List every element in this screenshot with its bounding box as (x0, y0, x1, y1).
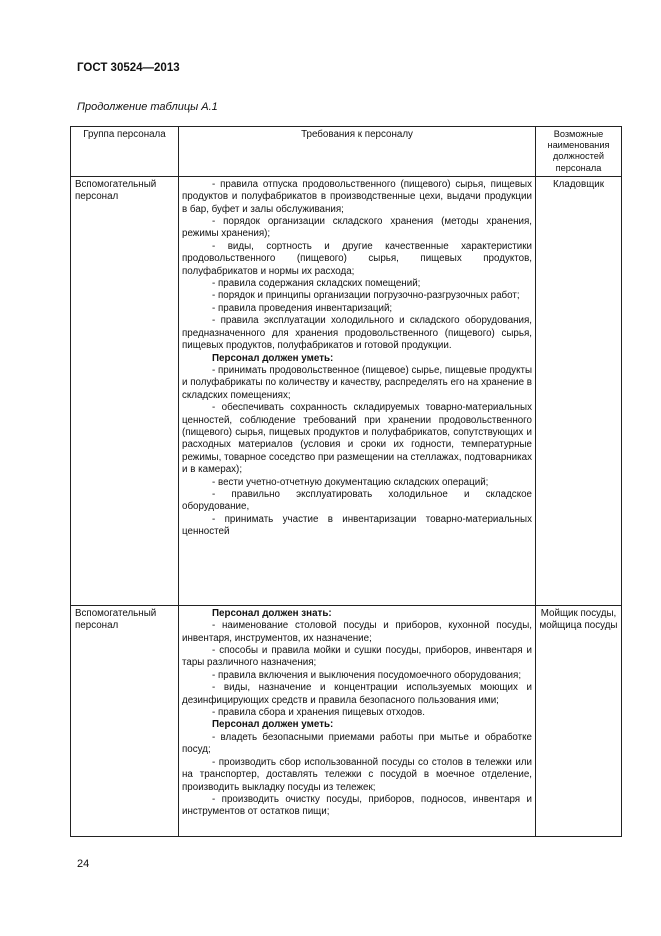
requirement-item: - правила отпуска продовольственного (пищевого) сырья, пищевых продуктов и полуфабрикатов в производственные цехи, выдачи продукции в бар, буфет и залы обслуживания; (182, 178, 532, 215)
requirement-subheading: Персонал должен уметь: (212, 719, 334, 731)
requirement-item: - владеть безопасными приемами работы при мытье и обработке посуд; (182, 731, 532, 756)
row-position: Кладовщик (536, 176, 622, 605)
requirement-item: - виды, сортность и другие качественные характеристики продовольственного (пищевого) сырья, пищевых продуктов, полуфабрикатов и нормы их расхода; (182, 240, 532, 277)
requirement-subheading: Персонал должен знать: (212, 607, 332, 619)
requirement-item: - правила проведения инвентаризаций; (212, 302, 393, 314)
requirement-item: - производить сбор использованной посуды со столов в тележки или на транспортер, доставлять тележки с посудой в моечное отделение, производить выкладку посуды из тележек; (182, 756, 532, 793)
requirement-item: - наименование столовой посуды и приборов, кухонной посуды, инвентаря, инструментов, их назначение; (182, 620, 532, 644)
requirement-item: - вести учетно-отчетную документацию складских операций; (212, 476, 489, 488)
requirement-item: - виды, назначение и концентрации используемых моющих и дезинфицирующих средств и правила безопасного пользования ими; (182, 682, 532, 706)
requirement-item: - способы и правила мойки и сушки посуды, приборов, инвентаря и тары различного назначения; (182, 645, 532, 669)
row-requirements (179, 605, 536, 836)
requirement-item: - правила эксплуатации холодильного и складского оборудования, предназначенного для хранения продовольственного (пищевого) сырья, пищевых продуктов, полуфабрикатов и готовой продукции. (182, 315, 532, 352)
row-group: Вспомогательный персонал (71, 605, 179, 836)
requirement-item: - порядок и принципы организации погрузочно-разгрузочных работ; (212, 290, 520, 302)
requirement-item: - принимать участие в инвентаризации товарно-материальных ценностей (182, 513, 532, 538)
table-caption: Продолжение таблицы А.1 (77, 101, 218, 113)
requirement-subheading: Персонал должен уметь: (212, 352, 334, 364)
header-positions: Возможные наименования должностей персонала (536, 127, 622, 177)
header-requirements: Требования к персоналу (179, 127, 536, 177)
requirement-item: - принимать продовольственное (пищевое) сырье, пищевые продукты и полуфабрикаты по количеству и качеству, распределять его на хранение в складских помещениях; (182, 364, 532, 401)
table-row (71, 176, 622, 605)
requirement-item: - правильно эксплуатировать холодильное и складское оборудование, (182, 488, 532, 513)
requirement-item: - порядок организации складского хранения (методы хранения, режимы хранения); (182, 216, 532, 240)
personnel-requirements-table (70, 126, 622, 837)
table-row (71, 605, 622, 836)
standard-number: ГОСТ 30524—2013 (77, 62, 180, 74)
row-requirements (179, 176, 536, 605)
row-group: Вспомогательный персонал (71, 176, 179, 605)
page-number: 24 (77, 858, 90, 870)
requirement-item: - правила сбора и хранения пищевых отходов. (212, 707, 425, 719)
requirement-item: - обеспечивать сохранность складируемых товарно-материальных ценностей, соблюдение требований при хранении продовольственного (пищевого) сырья, пищевых продуктов и полуфабрикатов, сопутствующих и расходных материалов (условия и сроки их годности, температурные режимы, товарное соседство при размещении на стеллажах, подтоварниках и в камерах); (182, 402, 532, 476)
requirement-item: - правила включения и выключения посудомоечного оборудования; (212, 669, 522, 681)
row-position: Мойщик посуды, мойщица посуды (536, 605, 622, 836)
requirement-item: - правила содержания складских помещений; (212, 278, 421, 290)
header-group: Группа персонала (71, 127, 179, 177)
requirement-item: - производить очистку посуды, приборов, подносов, инвентаря и инструментов от остатков пищи; (182, 793, 532, 818)
table-header-row (71, 127, 622, 177)
